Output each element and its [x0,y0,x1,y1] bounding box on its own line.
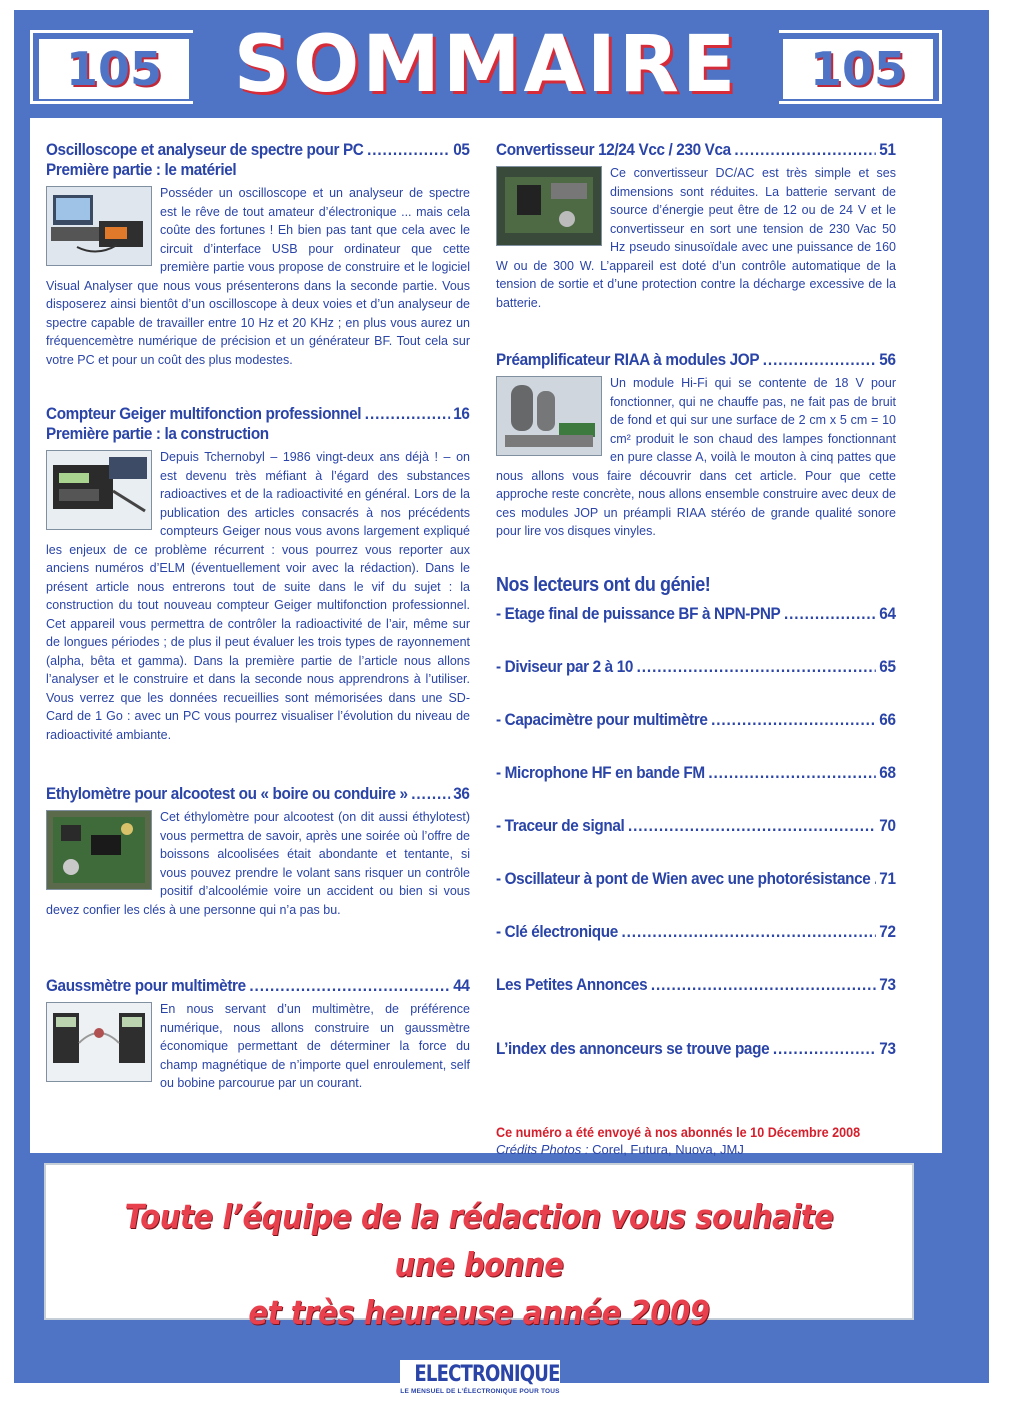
article-title-row[interactable] [46,404,470,424]
mailing-date-note: Ce numéro a été envoyé à nos abonnés le 10 Décembre 2008 [496,1124,861,1140]
article-oscilloscope[interactable] [46,140,470,369]
new-year-greeting [44,1163,914,1332]
readers-item-label[interactable]: - Capacimètre pour multimètre [496,710,708,729]
extra-item-label[interactable]: L’index des annonceurs se trouve page [496,1039,770,1058]
article-title[interactable]: Convertisseur 12/24 Vcc / 230 Vca [496,140,731,159]
leader-dots [784,604,876,624]
article-summary [46,1000,470,1093]
article-ethylometre[interactable] [46,784,470,919]
article-geiger[interactable] [46,404,470,744]
article-summary [46,808,470,919]
contents-panel [30,118,942,1157]
leader-dots [734,140,875,160]
issue-number-left: 105 [39,39,189,99]
header-bar [30,20,942,110]
article-summary-text: Un module Hi-Fi qui se contente de 18 V pour fonctionner, qui ne chauffe pas, ne fait pas de bruit de fond et qui sur une surface de 2 cm x 5 cm = 10 cm² produit le son chaud des lampes fonctionnant en pure classe A, voilà le mouton à cinq pattes que nous allons vous faire découvrir dans cet article. Pour que cette approche reste concrète, nous allons ensemble construire avec deux de ces modules JOP un préampli RIAA stéréo de grande qualité sonore pour lire vos disques vinyles. [496,376,896,538]
extra-item-page[interactable]: 73 [879,1039,896,1058]
leader-dots [773,1039,876,1059]
leader-dots [711,710,876,730]
readers-item-label[interactable]: - Diviseur par 2 à 10 [496,657,634,676]
logo-tagline: LE MENSUEL DE L’ÉLECTRONIQUE POUR TOUS [400,1388,560,1395]
extra-item-label[interactable]: Les Petites Annonces [496,975,648,994]
article-summary-text: Cet éthylomètre pour alcootest (on dit aussi éthylotest) vous permettra de savoir, après une soirée où l’offre de boissons alcoolisées était abondante et tentante, si vous pouvez prendre le volant sans risquer un contrôle positif d’alcoolémie voire un accident ou bien si vous devez confier les clés à une personne qui n’a pas bu. [46,810,470,917]
article-convertisseur[interactable] [496,140,896,312]
readers-item-label[interactable]: - Clé électronique [496,922,618,941]
article-page[interactable]: 56 [879,350,896,369]
article-summary-text: En nous servant d’un multimètre, de préférence numérique, nous allons construire un gaussmètre économique permettant de déterminer la force du champ magnétique de n’importe quel enroulement, self ou bobine parcourue par un courant. [160,1002,470,1090]
leader-dots [411,784,449,804]
article-page[interactable]: 36 [453,784,470,803]
readers-item-page[interactable]: 65 [879,657,896,676]
readers-item[interactable] [496,657,896,677]
leader-dots [637,657,876,677]
article-photo-oscilloscope [46,186,152,266]
greeting-line-1: Toute l’équipe de la rédaction vous souhaite une bonne [124,1197,834,1284]
article-page[interactable]: 44 [453,976,470,995]
leader-dots [365,404,450,424]
article-title[interactable]: Ethylomètre pour alcootest ou « boire ou conduire » [46,784,408,803]
page-title: SOMMAIRE [193,25,779,105]
index-annonceurs-item[interactable] [496,1039,896,1059]
leader-dots [249,976,449,996]
article-summary-text: Posséder un oscilloscope et un analyseur de spectre est le rêve de tout amateur d’électronique ... mais cela coûte des fortunes ! Eh bien pas tant que cela avec le circuit d’interface USB pour ordinateur que cette première partie vous propose de construire et le logiciel Visual Analyser que nous vous présenterons dans la seconde partie. Vous disposerez ainsi bientôt d’un oscilloscope à deux voies et d’un analyseur de spectre capable de travailler entre 10 Hz et 20 KHz ; en plus vous aurez un fréquencemètre numérique de précision et un générateur BF. Tout cela sur votre PC et pour un coût des plus modestes. [46,186,470,367]
article-photo-preampli [496,376,602,456]
readers-item[interactable] [496,869,896,889]
magazine-logo [400,1360,560,1400]
photo-credits-label: Crédits Photos : [496,1142,589,1157]
readers-item-page[interactable]: 71 [879,869,896,888]
readers-item-label[interactable]: - Traceur de signal [496,816,625,835]
readers-item-page[interactable]: 64 [879,604,896,623]
photo-credits-value: Corel, Futura, Nuova, JMJ [592,1142,744,1157]
readers-section-title: Nos lecteurs ont du génie! [496,574,711,596]
readers-item[interactable] [496,710,896,730]
photo-credits [496,1142,744,1157]
article-title-row[interactable] [46,976,470,996]
article-summary-text: Depuis Tchernobyl – 1986 vingt-deux ans déjà ! – on est devenu très méfiant à l’égard des substances radioactives et de la radioactivité en général. Lors de la publication des articles consacrés à nos précédents compteurs Geiger nous vous avons largement expliqué les enjeux de ce problème récurrent : vous pourrez vous reporter aux anciens numéros d’ELM (éventuellement voir avec la rédaction). Dans le présent article nous entrerons tout de suite dans le vif du sujet : la construction du tout nouveau compteur Geiger multifonction professionnel. Cet appareil vous permettra de contrôler la radioactivité de l’air, même sur de longues périodes ; de plus il peut évaluer les trois types de rayonnement (alpha, bêta et gamma). Dans la première partie de l’article nous allons l’analyser et le construire et dans la seconde nous apprendrons à l’utiliser. Vous verrez que les données recueillies sont mémorisées dans une SD-Card de 1 Go : avec un PC vous pourrez visualiser l’évolution du niveau de radioactivité ambiante. [46,450,470,742]
article-title[interactable]: Gaussmètre pour multimètre [46,976,246,995]
article-title-row[interactable] [46,140,470,160]
leader-dots [367,140,450,160]
readers-item-page[interactable]: 70 [879,816,896,835]
article-photo-convertisseur [496,166,602,246]
leader-dots [874,869,876,889]
greeting-line-2: et très heureuse année 2009 [248,1293,710,1332]
article-summary [46,184,470,369]
readers-item[interactable] [496,816,896,836]
readers-item-label[interactable]: - Oscillateur à pont de Wien avec une photorésistance [496,869,871,888]
readers-item-page[interactable]: 66 [879,710,896,729]
leader-dots [763,350,876,370]
readers-item-label[interactable]: - Microphone HF en bande FM [496,763,705,782]
article-photo-geiger [46,450,152,530]
readers-item-page[interactable]: 72 [879,922,896,941]
article-summary [496,164,896,312]
readers-item-page[interactable]: 68 [879,763,896,782]
article-subtitle: Première partie : la construction [46,424,269,443]
leader-dots [651,975,876,995]
article-page[interactable]: 16 [453,404,470,423]
article-subtitle: Première partie : le matériel [46,160,237,179]
article-preampli-riaa[interactable] [496,350,896,541]
article-page[interactable]: 05 [453,140,470,159]
petites-annonces-item[interactable] [496,975,896,995]
article-title-row[interactable] [496,140,896,160]
logo-wordmark: ELECTRONIQUE [414,1362,560,1387]
article-summary [496,374,896,541]
extra-item-page[interactable]: 73 [879,975,896,994]
article-summary-text: Ce convertisseur DC/AC est très simple et ses dimensions sont réduites. La batterie servant de source d’énergie peut être de 12 ou de 24 V et le convertisseur en sort une tension de 230 Vac 50 Hz pseudo sinusoïdale avec une puissance de 160 W ou de 300 W. L’appareil est doté d’un contrôle automatique de la tension de sortie et d’une protection contre la décharge excessive de la batterie. [496,166,896,310]
article-title-row[interactable] [46,784,470,804]
article-title[interactable]: Préamplificateur RIAA à modules JOP [496,350,760,369]
leader-dots [708,763,875,783]
leader-dots [628,816,876,836]
readers-item[interactable] [496,763,896,783]
article-photo-ethylometre [46,810,152,890]
article-title[interactable]: Oscilloscope et analyseur de spectre pour PC [46,140,364,159]
issue-number-right: 105 [783,39,933,99]
readers-item[interactable] [496,922,896,942]
leader-dots [622,922,876,942]
article-title-row[interactable] [496,350,896,370]
article-photo-gaussmetre [46,1002,152,1082]
article-summary [46,448,470,744]
readers-item-label[interactable]: - Etage final de puissance BF à NPN-PNP [496,604,781,623]
article-gaussmetre[interactable] [46,976,470,1093]
article-title[interactable]: Compteur Geiger multifonction professionnel [46,404,362,423]
article-page[interactable]: 51 [879,140,896,159]
readers-item[interactable] [496,604,896,624]
